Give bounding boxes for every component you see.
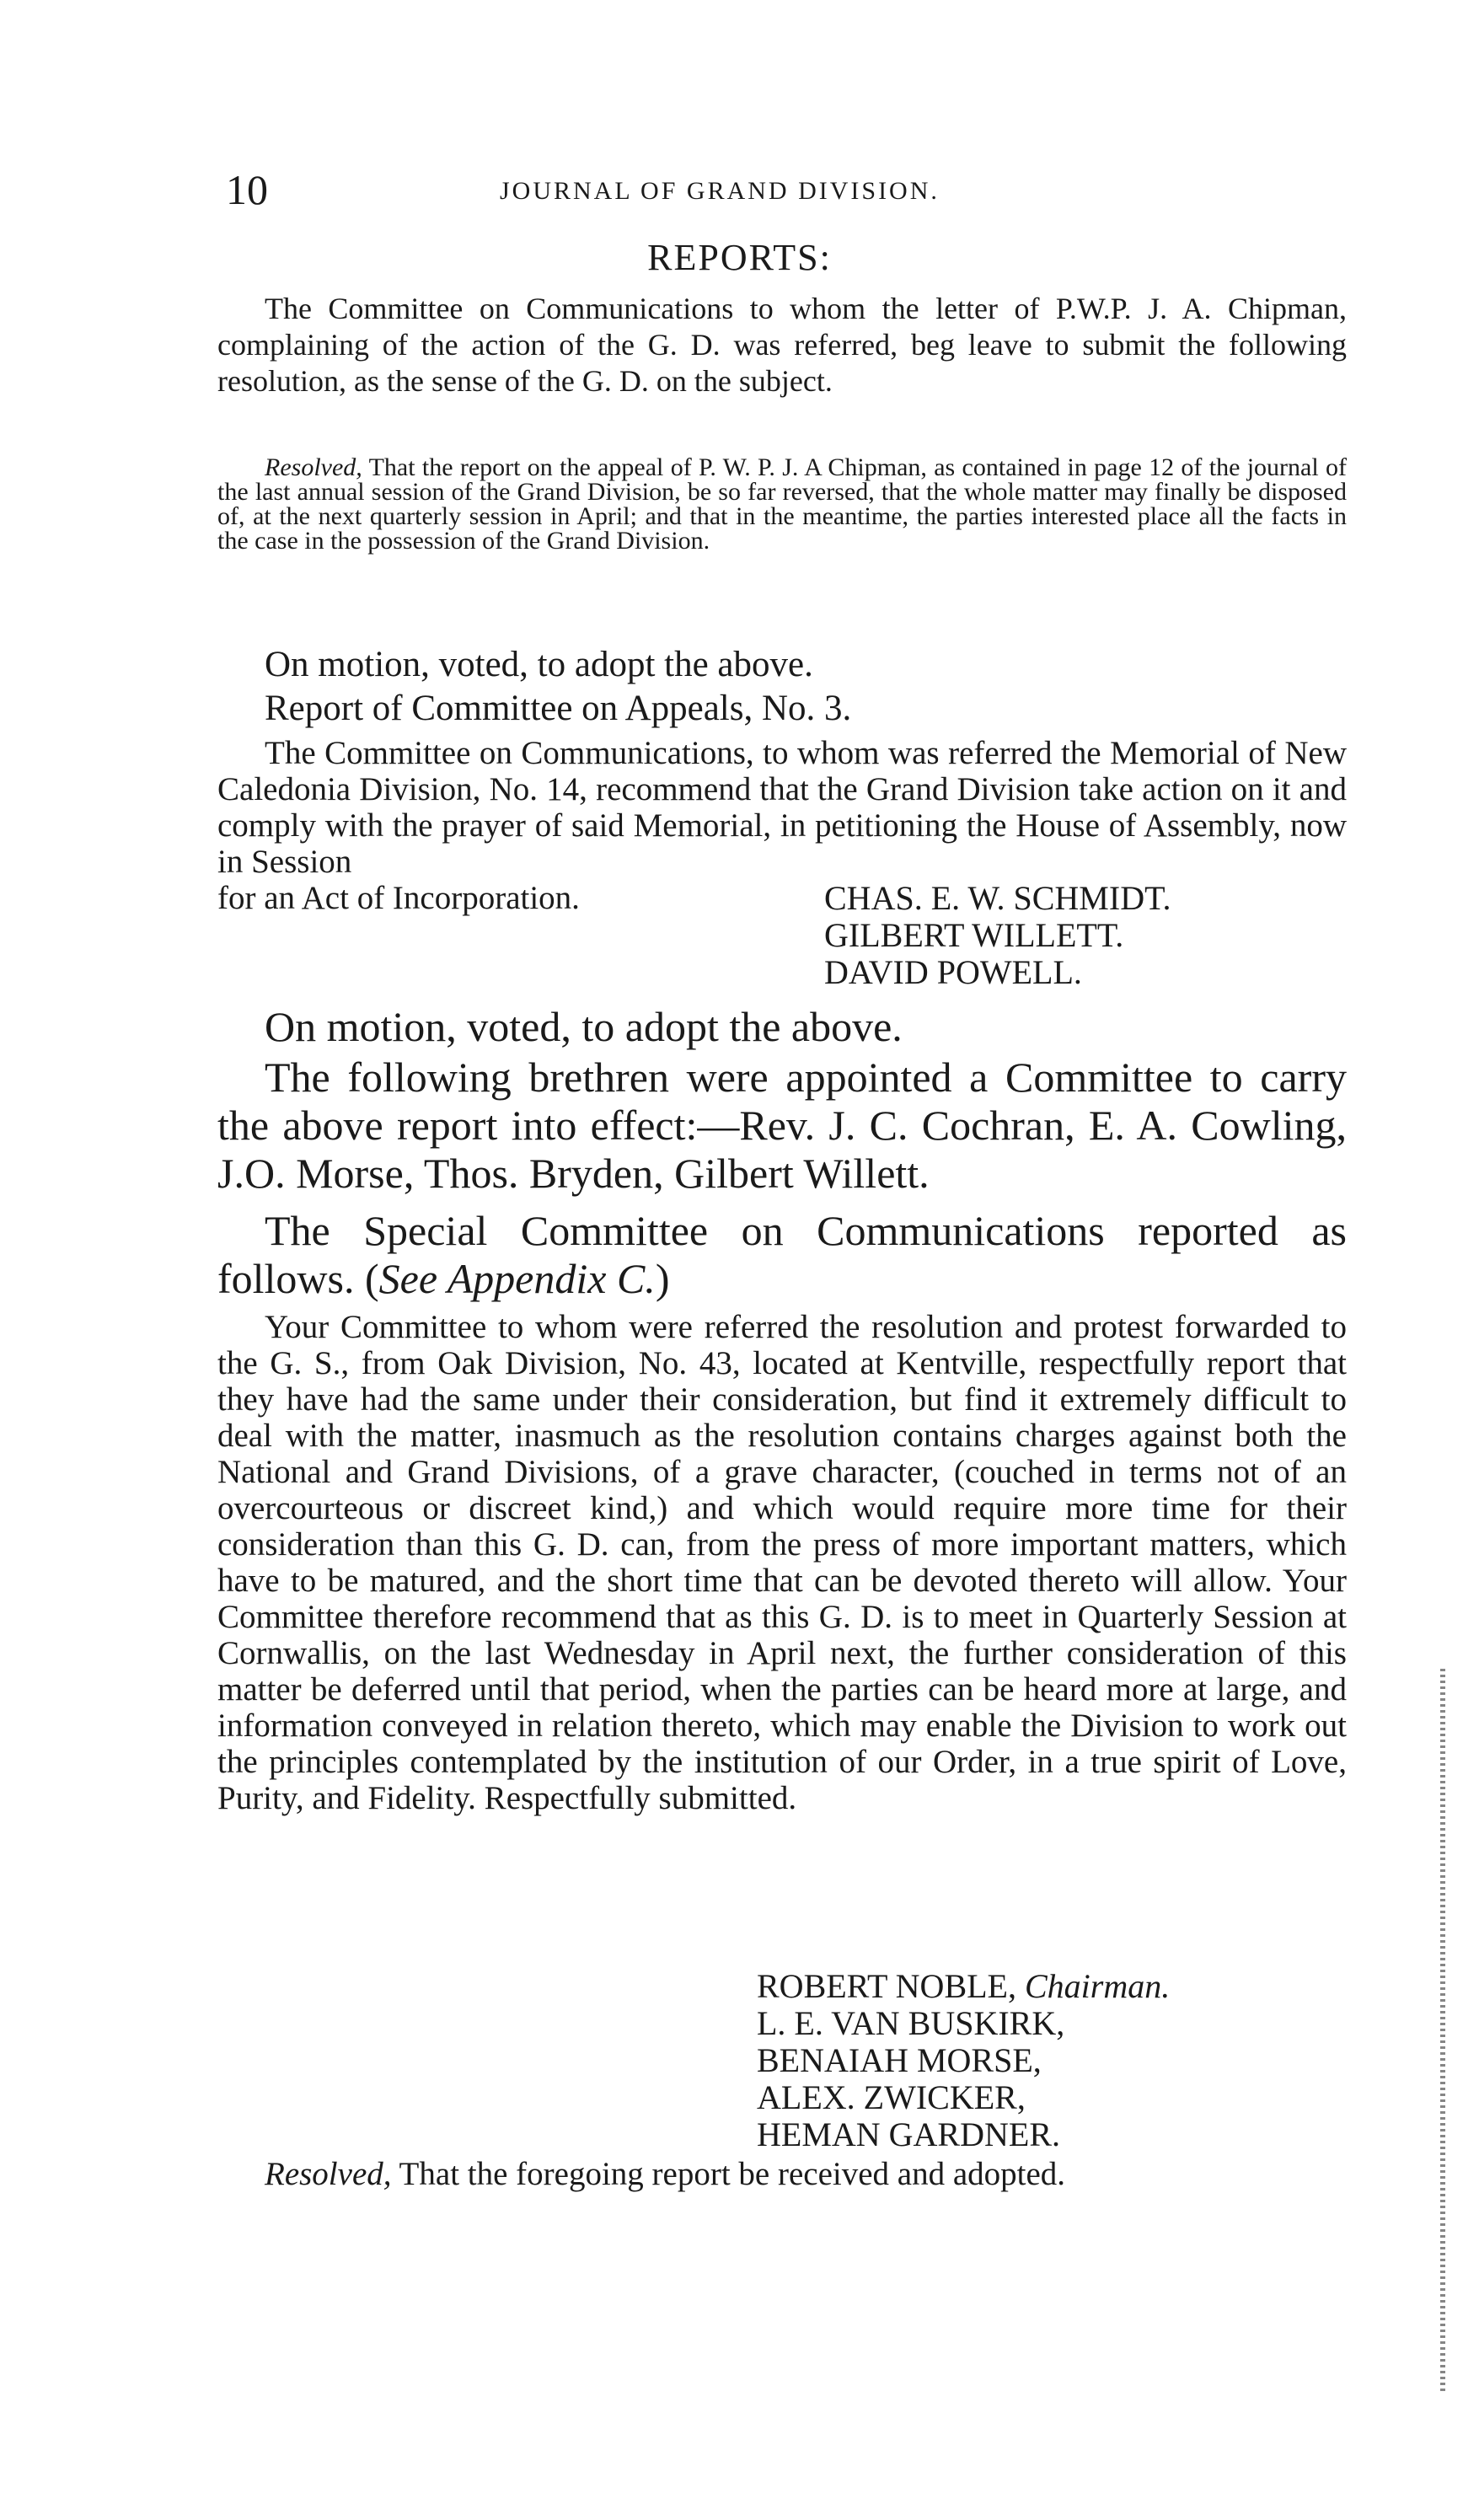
- running-head: JOURNAL OF GRAND DIVISION.: [500, 177, 940, 205]
- special-committee-text: The Special Committee on Communications reported as follows. (: [217, 1207, 1347, 1302]
- page-header: [217, 165, 1347, 216]
- chairman-name: ROBERT NOBLE,: [757, 1967, 1016, 2005]
- chairman-title: Chairman.: [1025, 1967, 1171, 2005]
- signature-name: DAVID POWELL.: [824, 953, 1082, 991]
- signature-chairman: [757, 1968, 1170, 2005]
- signature-name: L. E. VAN BUSKIRK,: [757, 2004, 1065, 2042]
- appeals-report-heading: Report of Committee on Appeals, No. 3.: [265, 689, 852, 728]
- special-committee-heading: [217, 1207, 1347, 1303]
- committee-appointed-paragraph: The following brethren were appointed a Committee to carry the above report into effect:—Rev. J. C. Cochran, E. A. Cowling, J.O. Morse, Thos. Bryden, Gilbert Willett.: [217, 1054, 1347, 1197]
- page-number: 10: [226, 166, 268, 213]
- oak-division-report-paragraph: Your Committee to whom were referred the resolution and protest forwarded to the G. S., from Oak Division, No. 43, located at Kentville, respectfully report that they have had the same under their consideration, but find it extremely difficult to deal with the matter, inasmuch as the resolution contains charges against both the National and Grand Divisions, of a grave character, (couched in terms not of an overcourteous or discreet kind,) and which would require more time for their consideration than this G. D. can, from the press of more important matters, which have to be matured, and the short time that can be devoted thereto will allow. Your Committee therefore recommend that as this G. D. is to meet in Quarterly Session at Cornwallis, on the last Wednesday in April next, the further consideration of this matter be deferred until that period, when the parties can be heard more at large, and information conveyed in relation thereto, which may enable the Division to work out the principles contemplated by the institution of our Order, in a true spirit of Love, Purity, and Fidelity. Respectfully submitted.: [217, 1309, 1347, 1816]
- resolved-label: Resolved,: [265, 453, 362, 481]
- signature-name: GILBERT WILLETT.: [824, 916, 1124, 954]
- signatures-group-2: [757, 1968, 1170, 2153]
- motion-adopt-2: On motion, voted, to adopt the above.: [265, 1003, 903, 1050]
- chipman-resolution: [217, 455, 1347, 553]
- final-resolution: [217, 2156, 1347, 2192]
- signature-name: HEMAN GARDNER.: [757, 2115, 1060, 2153]
- page-edge-marks: [1440, 1669, 1445, 2394]
- section-title: REPORTS:: [647, 237, 832, 278]
- motion-adopt-1: On motion, voted, to adopt the above.: [265, 645, 813, 684]
- signatures-group-1: [824, 880, 1171, 991]
- new-caledonia-memorial-paragraph: The Committee on Communications, to whom was referred the Memorial of New Caledonia Division, No. 14, recommend that the Grand Division take action on it and comply with the prayer of said Memorial, in petitioning the House of Assembly, now in Session: [217, 735, 1347, 880]
- appendix-reference: See Appendix C.: [378, 1255, 656, 1302]
- new-caledonia-memorial-last-line: for an Act of Incorporation.: [217, 880, 580, 916]
- chipman-committee-paragraph: The Committee on Communications to whom the letter of P.W.P. J. A. Chipman, complaining of the action of the G. D. was referred, beg leave to submit the following resolution, as the sense of the G. D. on the subject.: [217, 292, 1347, 398]
- special-committee-close: ): [655, 1255, 670, 1302]
- resolution-text: That the report on the appeal of P. W. P. J. A Chipman, as contained in page 12 of the journal of the last annual session of the Grand Division, be so far reversed, that the whole matter may finally be disposed of, at the next quarterly session in April; and that in the meantime, the parties interested place all the facts in the case in the possession of the Grand Division.: [217, 453, 1347, 555]
- resolved-label: Resolved,: [265, 2156, 392, 2192]
- final-resolution-text: That the foregoing report be received and adopted.: [391, 2156, 1066, 2192]
- signature-name: BENAIAH MORSE,: [757, 2041, 1042, 2079]
- signature-name: CHAS. E. W. SCHMIDT.: [824, 879, 1171, 917]
- signature-name: ALEX. ZWICKER,: [757, 2078, 1026, 2116]
